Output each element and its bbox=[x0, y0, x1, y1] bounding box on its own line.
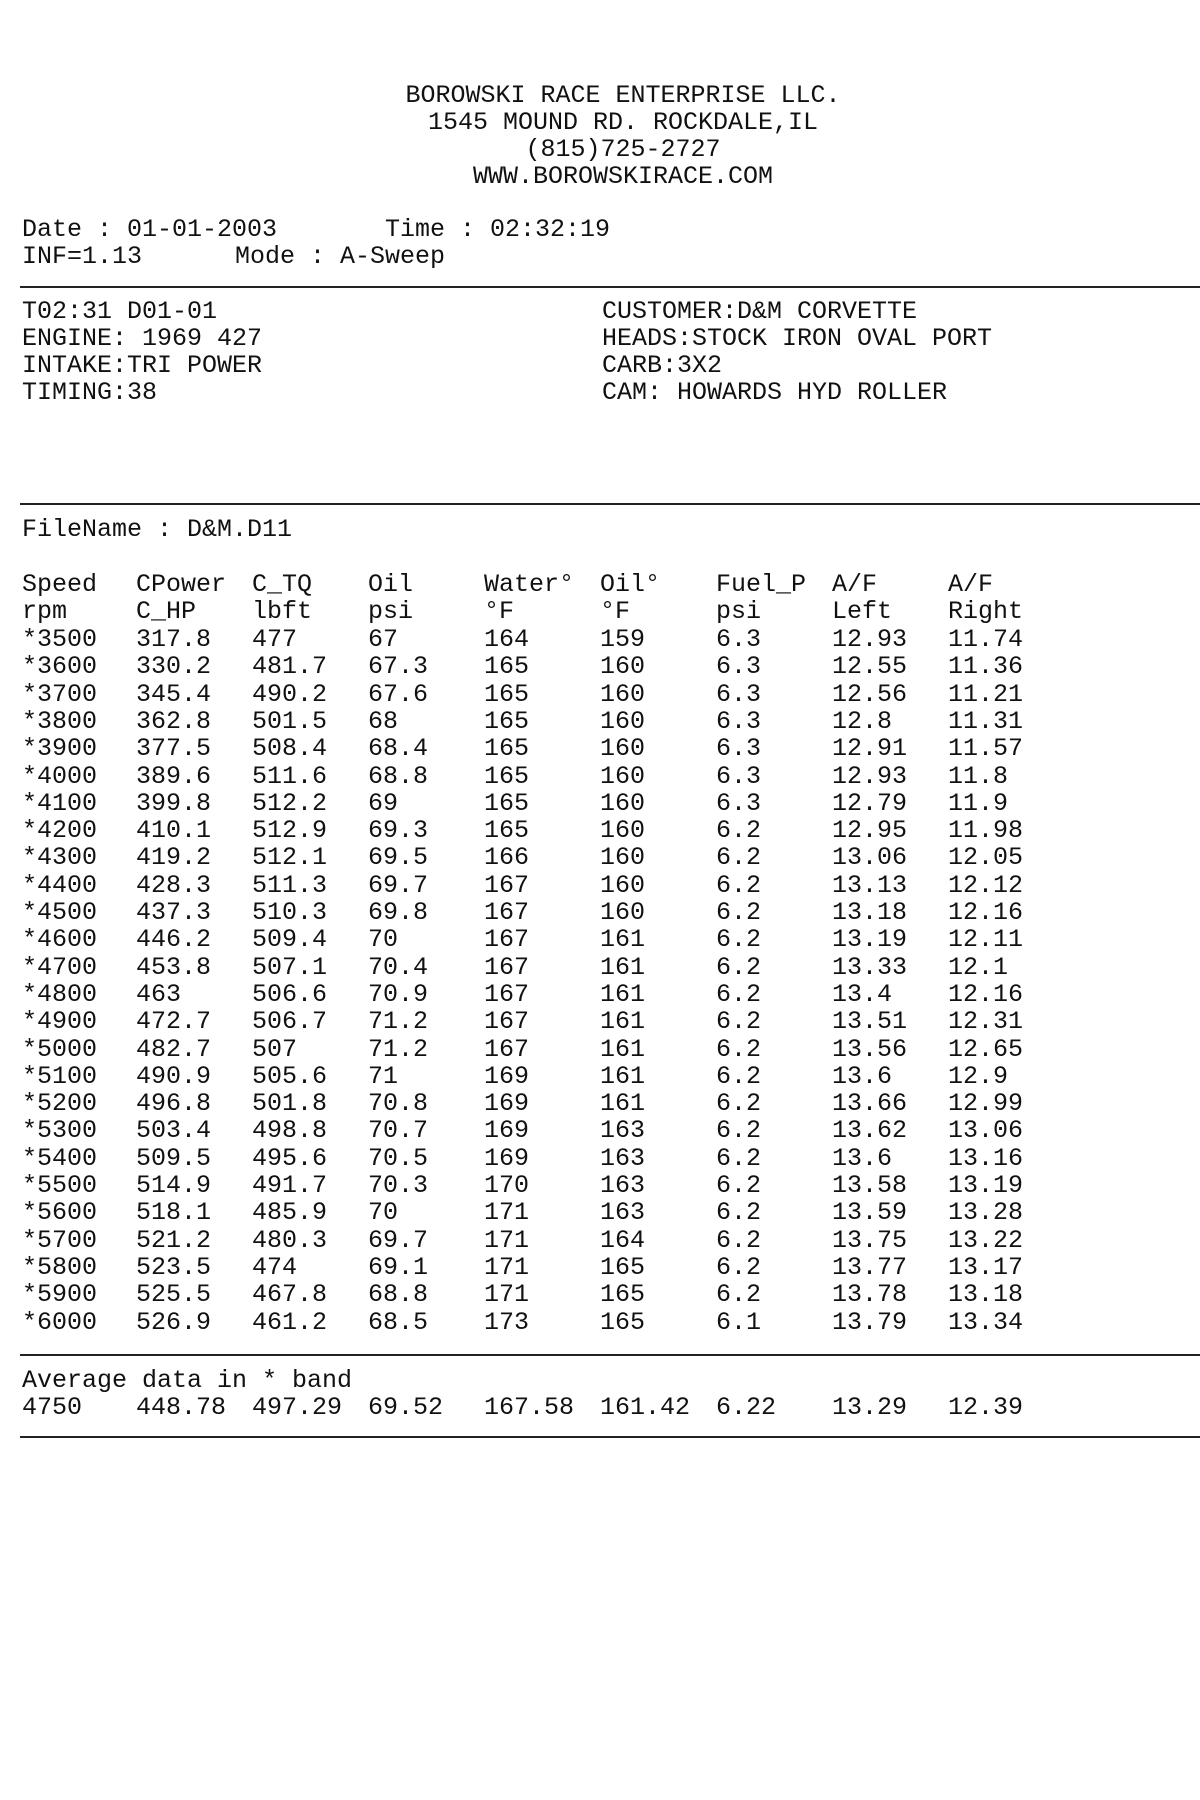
cell-speed: *4600 bbox=[22, 925, 98, 955]
cell-af-right: 12.39 bbox=[948, 1393, 1024, 1422]
cell-water-temp: 171 bbox=[484, 1225, 530, 1255]
cell-torque: 511.3 bbox=[252, 870, 328, 900]
cell-fuel-pressure: 6.2 bbox=[716, 1171, 762, 1200]
cell-fuel-pressure: 6.3 bbox=[716, 679, 762, 709]
cell-af-right: 12.16 bbox=[948, 979, 1024, 1009]
cell-oil-temp: 163 bbox=[600, 1116, 646, 1146]
detail-engine: ENGINE: 1969 427 bbox=[22, 324, 263, 353]
cell-af-left: 13.56 bbox=[832, 1034, 908, 1064]
cell-af-right: 12.16 bbox=[948, 898, 1024, 927]
cell-torque: 501.8 bbox=[252, 1089, 328, 1119]
cell-fuel-pressure: 6.1 bbox=[716, 1307, 762, 1337]
cell-af-left: 13.06 bbox=[832, 843, 908, 873]
cell-water-temp: 171 bbox=[484, 1280, 530, 1310]
cell-oil-pressure: 67 bbox=[368, 625, 399, 654]
cell-oil-temp: 161 bbox=[600, 1007, 646, 1037]
cell-oil-temp: 159 bbox=[600, 625, 646, 654]
cell-torque: 477 bbox=[252, 625, 298, 654]
cell-torque: 497.29 bbox=[252, 1393, 343, 1422]
cell-power: 525.5 bbox=[136, 1280, 212, 1310]
cell-speed: *4400 bbox=[22, 870, 98, 900]
cell-speed: *5900 bbox=[22, 1280, 98, 1310]
cell-power: CPower bbox=[136, 570, 227, 599]
cell-oil-pressure: 69.1 bbox=[368, 1252, 429, 1282]
cell-torque: 481.7 bbox=[252, 652, 328, 682]
cell-water-temp: 166 bbox=[484, 843, 530, 873]
cell-oil-pressure: 70.4 bbox=[368, 952, 429, 982]
cell-speed: *5400 bbox=[22, 1143, 98, 1173]
cell-af-right: 11.31 bbox=[948, 706, 1024, 736]
cell-power: C_HP bbox=[136, 597, 197, 626]
divider bbox=[20, 1436, 1200, 1438]
cell-speed: *5500 bbox=[22, 1171, 98, 1200]
cell-water-temp: 169 bbox=[484, 1143, 530, 1173]
detail-timing: TIMING:38 bbox=[22, 378, 158, 407]
detail-customer: CUSTOMER:D&M CORVETTE bbox=[602, 297, 918, 326]
cell-water-temp: 167 bbox=[484, 870, 530, 900]
cell-fuel-pressure: 6.2 bbox=[716, 898, 762, 927]
cell-af-left: 12.56 bbox=[832, 679, 908, 709]
cell-power: 509.5 bbox=[136, 1143, 212, 1173]
cell-water-temp: 165 bbox=[484, 816, 530, 846]
cell-power: 490.9 bbox=[136, 1061, 212, 1091]
cell-water-temp: 167 bbox=[484, 898, 530, 927]
cell-fuel-pressure: 6.2 bbox=[716, 1225, 762, 1255]
cell-power: 317.8 bbox=[136, 625, 212, 654]
cell-power: 399.8 bbox=[136, 788, 212, 818]
cell-speed: *4500 bbox=[22, 898, 98, 927]
cell-af-right: Right bbox=[948, 597, 1024, 626]
cell-water-temp: 164 bbox=[484, 625, 530, 654]
cell-water-temp: 165 bbox=[484, 788, 530, 818]
cell-fuel-pressure: 6.3 bbox=[716, 788, 762, 818]
cell-water-temp: 167 bbox=[484, 1007, 530, 1037]
cell-water-temp: 167 bbox=[484, 979, 530, 1009]
cell-af-left: 13.13 bbox=[832, 870, 908, 900]
cell-torque: 501.5 bbox=[252, 706, 328, 736]
cell-oil-pressure: 70 bbox=[368, 925, 399, 955]
cell-oil-temp: 163 bbox=[600, 1171, 646, 1200]
cell-water-temp: 169 bbox=[484, 1116, 530, 1146]
cell-water-temp: 173 bbox=[484, 1307, 530, 1337]
cell-af-left: 13.75 bbox=[832, 1225, 908, 1255]
cell-oil-pressure: 70 bbox=[368, 1198, 399, 1228]
cell-af-right: 11.8 bbox=[948, 761, 1009, 791]
cell-fuel-pressure: 6.2 bbox=[716, 925, 762, 955]
cell-power: 377.5 bbox=[136, 734, 212, 764]
cell-af-left: 12.79 bbox=[832, 788, 908, 818]
cell-fuel-pressure: psi bbox=[716, 597, 762, 626]
cell-speed: *4700 bbox=[22, 952, 98, 982]
cell-oil-pressure: 70.5 bbox=[368, 1143, 429, 1173]
cell-water-temp: 170 bbox=[484, 1171, 530, 1200]
cell-fuel-pressure: 6.2 bbox=[716, 1034, 762, 1064]
cell-oil-pressure: 71.2 bbox=[368, 1007, 429, 1037]
cell-fuel-pressure: 6.2 bbox=[716, 1198, 762, 1228]
run-date: Date : 01-01-2003 bbox=[22, 215, 278, 244]
cell-fuel-pressure: 6.2 bbox=[716, 979, 762, 1009]
cell-af-right: 13.17 bbox=[948, 1252, 1024, 1282]
cell-af-right: 13.19 bbox=[948, 1171, 1024, 1200]
cell-water-temp: 171 bbox=[484, 1198, 530, 1228]
cell-speed: *6000 bbox=[22, 1307, 98, 1337]
cell-water-temp: 169 bbox=[484, 1061, 530, 1091]
cell-af-left: 12.93 bbox=[832, 625, 908, 654]
cell-oil-temp: 164 bbox=[600, 1225, 646, 1255]
cell-speed: *4300 bbox=[22, 843, 98, 873]
cell-oil-temp: 161 bbox=[600, 1061, 646, 1091]
divider bbox=[20, 1354, 1200, 1356]
detail-carb: CARB:3X2 bbox=[602, 351, 723, 380]
cell-fuel-pressure: 6.3 bbox=[716, 652, 762, 682]
cell-af-left: Left bbox=[832, 597, 893, 626]
cell-oil-pressure: 69.3 bbox=[368, 816, 429, 846]
cell-af-left: 13.62 bbox=[832, 1116, 908, 1146]
cell-fuel-pressure: 6.3 bbox=[716, 706, 762, 736]
cell-torque: 491.7 bbox=[252, 1171, 328, 1200]
cell-af-left: 13.66 bbox=[832, 1089, 908, 1119]
cell-oil-pressure: 70.7 bbox=[368, 1116, 429, 1146]
cell-oil-temp: 163 bbox=[600, 1198, 646, 1228]
average-label: Average data in * band bbox=[22, 1366, 353, 1395]
cell-fuel-pressure: 6.3 bbox=[716, 625, 762, 654]
cell-oil-pressure: 70.9 bbox=[368, 979, 429, 1009]
cell-speed: *3600 bbox=[22, 652, 98, 682]
cell-fuel-pressure: 6.22 bbox=[716, 1393, 777, 1422]
cell-oil-pressure: 70.8 bbox=[368, 1089, 429, 1119]
cell-oil-temp: 160 bbox=[600, 652, 646, 682]
cell-power: 514.9 bbox=[136, 1171, 212, 1200]
cell-af-right: 11.9 bbox=[948, 788, 1009, 818]
cell-af-right: 11.21 bbox=[948, 679, 1024, 709]
cell-oil-temp: 165 bbox=[600, 1280, 646, 1310]
cell-water-temp: 171 bbox=[484, 1252, 530, 1282]
cell-af-right: 12.65 bbox=[948, 1034, 1024, 1064]
cell-fuel-pressure: 6.2 bbox=[716, 843, 762, 873]
cell-oil-pressure: 69.52 bbox=[368, 1393, 444, 1422]
cell-af-right: 12.11 bbox=[948, 925, 1024, 955]
cell-af-right: 11.36 bbox=[948, 652, 1024, 682]
cell-oil-temp: 160 bbox=[600, 870, 646, 900]
cell-af-left: 13.19 bbox=[832, 925, 908, 955]
cell-af-left: 13.33 bbox=[832, 952, 908, 982]
cell-water-temp: °F bbox=[484, 597, 515, 626]
cell-water-temp: 165 bbox=[484, 652, 530, 682]
cell-speed: *3900 bbox=[22, 734, 98, 764]
divider bbox=[20, 286, 1200, 288]
detail-test-id: T02:31 D01-01 bbox=[22, 297, 218, 326]
cell-fuel-pressure: 6.2 bbox=[716, 816, 762, 846]
cell-oil-temp: 160 bbox=[600, 679, 646, 709]
cell-oil-temp: Oil° bbox=[600, 570, 661, 599]
cell-af-left: 12.93 bbox=[832, 761, 908, 791]
cell-power: 482.7 bbox=[136, 1034, 212, 1064]
cell-fuel-pressure: 6.2 bbox=[716, 1061, 762, 1091]
cell-power: 362.8 bbox=[136, 706, 212, 736]
cell-fuel-pressure: 6.2 bbox=[716, 1252, 762, 1282]
cell-power: 503.4 bbox=[136, 1116, 212, 1146]
cell-af-right: 12.05 bbox=[948, 843, 1024, 873]
detail-cam: CAM: HOWARDS HYD ROLLER bbox=[602, 378, 948, 407]
cell-torque: 490.2 bbox=[252, 679, 328, 709]
cell-fuel-pressure: 6.2 bbox=[716, 1116, 762, 1146]
cell-af-left: 12.55 bbox=[832, 652, 908, 682]
cell-speed: *4800 bbox=[22, 979, 98, 1009]
cell-power: 526.9 bbox=[136, 1307, 212, 1337]
cell-af-right: 13.16 bbox=[948, 1143, 1024, 1173]
cell-water-temp: 165 bbox=[484, 679, 530, 709]
detail-heads: HEADS:STOCK IRON OVAL PORT bbox=[602, 324, 993, 353]
cell-speed: *5600 bbox=[22, 1198, 98, 1228]
cell-power: 518.1 bbox=[136, 1198, 212, 1228]
cell-fuel-pressure: 6.2 bbox=[716, 870, 762, 900]
cell-oil-pressure: 69.7 bbox=[368, 870, 429, 900]
cell-water-temp: 167.58 bbox=[484, 1393, 575, 1422]
cell-oil-pressure: 71.2 bbox=[368, 1034, 429, 1064]
cell-power: 521.2 bbox=[136, 1225, 212, 1255]
cell-power: 496.8 bbox=[136, 1089, 212, 1119]
cell-oil-temp: 160 bbox=[600, 761, 646, 791]
cell-speed: *4100 bbox=[22, 788, 98, 818]
cell-torque: 480.3 bbox=[252, 1225, 328, 1255]
cell-power: 446.2 bbox=[136, 925, 212, 955]
file-name: FileName : D&M.D11 bbox=[22, 515, 293, 544]
cell-speed: *5700 bbox=[22, 1225, 98, 1255]
cell-fuel-pressure: 6.2 bbox=[716, 1280, 762, 1310]
cell-torque: lbft bbox=[252, 597, 313, 626]
cell-oil-pressure: 68 bbox=[368, 706, 399, 736]
cell-torque: 512.9 bbox=[252, 816, 328, 846]
cell-af-right: 13.34 bbox=[948, 1307, 1024, 1337]
cell-torque: 510.3 bbox=[252, 898, 328, 927]
cell-af-right: 12.1 bbox=[948, 952, 1009, 982]
cell-af-right: 12.31 bbox=[948, 1007, 1024, 1037]
cell-water-temp: 167 bbox=[484, 1034, 530, 1064]
cell-af-left: A/F bbox=[832, 570, 878, 599]
cell-torque: 467.8 bbox=[252, 1280, 328, 1310]
cell-oil-temp: 161 bbox=[600, 952, 646, 982]
run-inf: INF=1.13 bbox=[22, 242, 143, 271]
cell-oil-pressure: 68.5 bbox=[368, 1307, 429, 1337]
cell-af-left: 13.18 bbox=[832, 898, 908, 927]
cell-torque: 506.6 bbox=[252, 979, 328, 1009]
company-website: WWW.BOROWSKIRACE.COM bbox=[472, 162, 774, 191]
cell-oil-pressure: 71 bbox=[368, 1061, 399, 1091]
cell-oil-temp: 160 bbox=[600, 843, 646, 873]
cell-af-right: 11.57 bbox=[948, 734, 1024, 764]
cell-water-temp: 165 bbox=[484, 734, 530, 764]
cell-af-right: 11.74 bbox=[948, 625, 1024, 654]
cell-water-temp: 165 bbox=[484, 706, 530, 736]
cell-water-temp: 167 bbox=[484, 952, 530, 982]
cell-af-right: 11.98 bbox=[948, 816, 1024, 846]
cell-oil-temp: 160 bbox=[600, 706, 646, 736]
cell-af-right: 13.22 bbox=[948, 1225, 1024, 1255]
company-phone: (815)725-2727 bbox=[525, 135, 721, 164]
cell-oil-temp: 160 bbox=[600, 734, 646, 764]
cell-water-temp: Water° bbox=[484, 570, 575, 599]
cell-af-left: 13.4 bbox=[832, 979, 893, 1009]
cell-speed: *5100 bbox=[22, 1061, 98, 1091]
cell-oil-pressure: 68.8 bbox=[368, 1280, 429, 1310]
cell-oil-pressure: 70.3 bbox=[368, 1171, 429, 1200]
cell-torque: 509.4 bbox=[252, 925, 328, 955]
cell-power: 410.1 bbox=[136, 816, 212, 846]
cell-oil-pressure: 68.4 bbox=[368, 734, 429, 764]
cell-power: 345.4 bbox=[136, 679, 212, 709]
cell-speed: *3500 bbox=[22, 625, 98, 654]
cell-oil-pressure: Oil bbox=[368, 570, 414, 599]
cell-torque: 507 bbox=[252, 1034, 298, 1064]
cell-oil-pressure: 68.8 bbox=[368, 761, 429, 791]
cell-af-right: 12.12 bbox=[948, 870, 1024, 900]
divider bbox=[20, 503, 1200, 505]
cell-oil-pressure: 69.8 bbox=[368, 898, 429, 927]
cell-water-temp: 167 bbox=[484, 925, 530, 955]
cell-power: 419.2 bbox=[136, 843, 212, 873]
cell-af-left: 13.79 bbox=[832, 1307, 908, 1337]
cell-torque: 512.2 bbox=[252, 788, 328, 818]
cell-oil-pressure: 69 bbox=[368, 788, 399, 818]
cell-power: 330.2 bbox=[136, 652, 212, 682]
cell-af-right: 12.99 bbox=[948, 1089, 1024, 1119]
cell-af-left: 13.77 bbox=[832, 1252, 908, 1282]
cell-power: 523.5 bbox=[136, 1252, 212, 1282]
cell-water-temp: 165 bbox=[484, 761, 530, 791]
run-mode: Mode : A-Sweep bbox=[235, 242, 446, 271]
cell-oil-pressure: 69.5 bbox=[368, 843, 429, 873]
detail-intake: INTAKE:TRI POWER bbox=[22, 351, 263, 380]
cell-oil-temp: 160 bbox=[600, 816, 646, 846]
cell-af-right: A/F bbox=[948, 570, 994, 599]
cell-speed: *5200 bbox=[22, 1089, 98, 1119]
company-name: BOROWSKI RACE ENTERPRISE LLC. bbox=[405, 81, 841, 110]
cell-torque: 495.6 bbox=[252, 1143, 328, 1173]
cell-fuel-pressure: 6.3 bbox=[716, 734, 762, 764]
cell-oil-temp: 161 bbox=[600, 925, 646, 955]
cell-speed: rpm bbox=[22, 597, 68, 626]
cell-speed: *4200 bbox=[22, 816, 98, 846]
cell-af-left: 13.78 bbox=[832, 1280, 908, 1310]
cell-torque: 511.6 bbox=[252, 761, 328, 791]
cell-fuel-pressure: 6.2 bbox=[716, 1007, 762, 1037]
cell-torque: 506.7 bbox=[252, 1007, 328, 1037]
cell-oil-pressure: 69.7 bbox=[368, 1225, 429, 1255]
cell-af-left: 13.6 bbox=[832, 1143, 893, 1173]
cell-oil-pressure: psi bbox=[368, 597, 414, 626]
cell-torque: C_TQ bbox=[252, 570, 313, 599]
cell-power: 437.3 bbox=[136, 898, 212, 927]
cell-af-right: 12.9 bbox=[948, 1061, 1009, 1091]
cell-speed: *4000 bbox=[22, 761, 98, 791]
cell-speed: Speed bbox=[22, 570, 98, 599]
cell-oil-temp: °F bbox=[600, 597, 631, 626]
cell-oil-temp: 160 bbox=[600, 788, 646, 818]
cell-torque: 461.2 bbox=[252, 1307, 328, 1337]
cell-oil-temp: 165 bbox=[600, 1307, 646, 1337]
cell-power: 463 bbox=[136, 979, 182, 1009]
cell-oil-temp: 161 bbox=[600, 1089, 646, 1119]
cell-fuel-pressure: 6.3 bbox=[716, 761, 762, 791]
cell-speed: *5800 bbox=[22, 1252, 98, 1282]
cell-torque: 498.8 bbox=[252, 1116, 328, 1146]
cell-power: 448.78 bbox=[136, 1393, 227, 1422]
cell-torque: 474 bbox=[252, 1252, 298, 1282]
cell-fuel-pressure: 6.2 bbox=[716, 1089, 762, 1119]
cell-power: 472.7 bbox=[136, 1007, 212, 1037]
cell-speed: *3700 bbox=[22, 679, 98, 709]
cell-af-left: 13.51 bbox=[832, 1007, 908, 1037]
run-time: Time : 02:32:19 bbox=[385, 215, 611, 244]
cell-power: 428.3 bbox=[136, 870, 212, 900]
cell-oil-pressure: 67.6 bbox=[368, 679, 429, 709]
cell-fuel-pressure: 6.2 bbox=[716, 1143, 762, 1173]
cell-speed: 4750 bbox=[22, 1393, 83, 1422]
cell-oil-temp: 160 bbox=[600, 898, 646, 927]
cell-fuel-pressure: 6.2 bbox=[716, 952, 762, 982]
cell-torque: 485.9 bbox=[252, 1198, 328, 1228]
cell-speed: *4900 bbox=[22, 1007, 98, 1037]
cell-oil-pressure: 67.3 bbox=[368, 652, 429, 682]
cell-water-temp: 169 bbox=[484, 1089, 530, 1119]
cell-fuel-pressure: Fuel_P bbox=[716, 570, 807, 599]
cell-torque: 505.6 bbox=[252, 1061, 328, 1091]
cell-speed: *5300 bbox=[22, 1116, 98, 1146]
cell-af-left: 12.8 bbox=[832, 706, 893, 736]
cell-oil-temp: 165 bbox=[600, 1252, 646, 1282]
cell-oil-temp: 163 bbox=[600, 1143, 646, 1173]
company-address: 1545 MOUND RD. ROCKDALE,IL bbox=[427, 108, 819, 137]
cell-af-right: 13.06 bbox=[948, 1116, 1024, 1146]
cell-oil-temp: 161.42 bbox=[600, 1393, 691, 1422]
cell-speed: *3800 bbox=[22, 706, 98, 736]
cell-speed: *5000 bbox=[22, 1034, 98, 1064]
cell-af-left: 12.91 bbox=[832, 734, 908, 764]
cell-power: 389.6 bbox=[136, 761, 212, 791]
cell-oil-temp: 161 bbox=[600, 1034, 646, 1064]
cell-af-right: 13.18 bbox=[948, 1280, 1024, 1310]
cell-af-left: 13.59 bbox=[832, 1198, 908, 1228]
cell-torque: 507.1 bbox=[252, 952, 328, 982]
cell-oil-temp: 161 bbox=[600, 979, 646, 1009]
cell-af-left: 12.95 bbox=[832, 816, 908, 846]
cell-af-left: 13.29 bbox=[832, 1393, 908, 1422]
cell-af-left: 13.58 bbox=[832, 1171, 908, 1200]
cell-torque: 508.4 bbox=[252, 734, 328, 764]
cell-af-right: 13.28 bbox=[948, 1198, 1024, 1228]
cell-af-left: 13.6 bbox=[832, 1061, 893, 1091]
cell-torque: 512.1 bbox=[252, 843, 328, 873]
cell-power: 453.8 bbox=[136, 952, 212, 982]
